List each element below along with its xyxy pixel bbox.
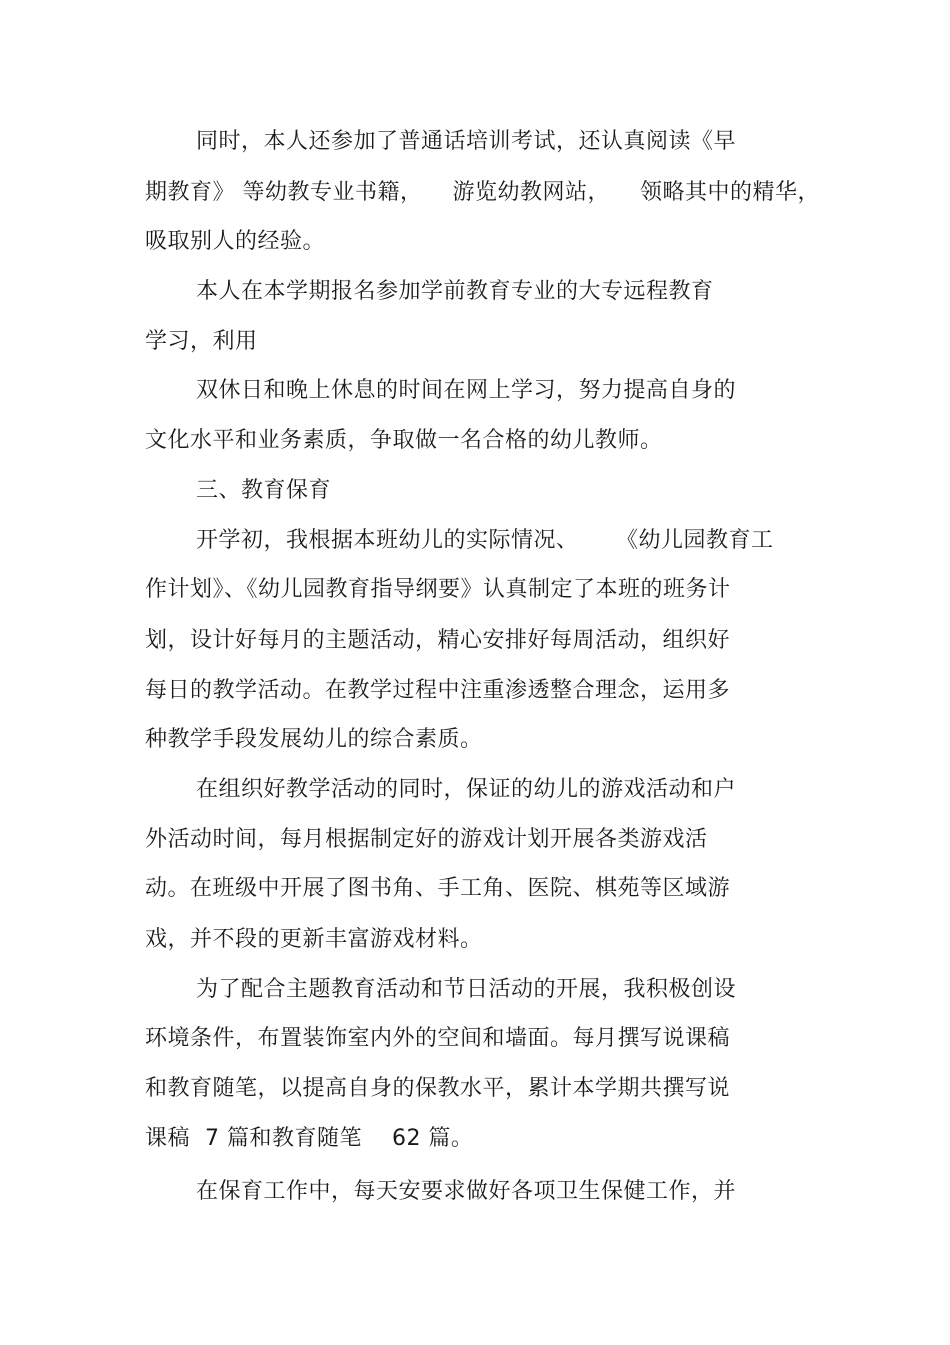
text-line: 在组织好教学活动的同时，保证的幼儿的游戏活动和户 (196, 777, 737, 802)
text-line: 文化水平和业务素质，争取做一名合格的幼儿教师。 (145, 428, 663, 453)
text-line: 课稿 7 篇和教育随笔 62 篇。 (145, 1126, 474, 1151)
text-line: 种教学手段发展幼儿的综合素质。 (145, 727, 483, 752)
text-line: 开学初，我根据本班幼儿的实际情况、 《幼儿园教育工 (196, 528, 774, 553)
text-line: 和教育随笔，以提高自身的保教水平，累计本学期共撰写说 (145, 1076, 731, 1101)
text-line: 在保育工作中，每天安要求做好各项卫生保健工作，并 (196, 1179, 737, 1204)
text-line: 戏，并不段的更新丰富游戏材料。 (145, 927, 483, 952)
text-line: 为了配合主题教育活动和节日活动的开展，我积极创设 (196, 977, 737, 1002)
text-line: 吸取别人的经验。 (145, 229, 326, 254)
text-line: 期教育》 等幼教专业书籍， 游览幼教网站， 领略其中的精华， (145, 180, 820, 205)
text-line: 环境条件，布置装饰室内外的空间和墙面。每月撰写说课稿 (145, 1026, 731, 1051)
text-line: 动。在班级中开展了图书角、手工角、医院、棋苑等区域游 (145, 876, 731, 901)
text-line: 本人在本学期报名参加学前教育专业的大专远程教育 (196, 279, 714, 304)
text-line: 作计划》、《幼儿园教育指导纲要》认真制定了本班的班务计 (145, 577, 731, 602)
text-line: 同时，本人还参加了普通话培训考试，还认真阅读《早 (196, 129, 737, 154)
text-line: 外活动时间，每月根据制定好的游戏计划开展各类游戏活 (145, 827, 708, 852)
text-line: 学习，利用 (145, 329, 258, 354)
text-line: 划，设计好每月的主题活动，精心安排好每周活动，组织好 (145, 628, 731, 653)
text-line: 每日的教学活动。在教学过程中注重渗透整合理念，运用多 (145, 678, 731, 703)
section-heading: 三、教育保育 (196, 478, 332, 503)
text-line: 双休日和晚上休息的时间在网上学习，努力提高自身的 (196, 378, 737, 403)
